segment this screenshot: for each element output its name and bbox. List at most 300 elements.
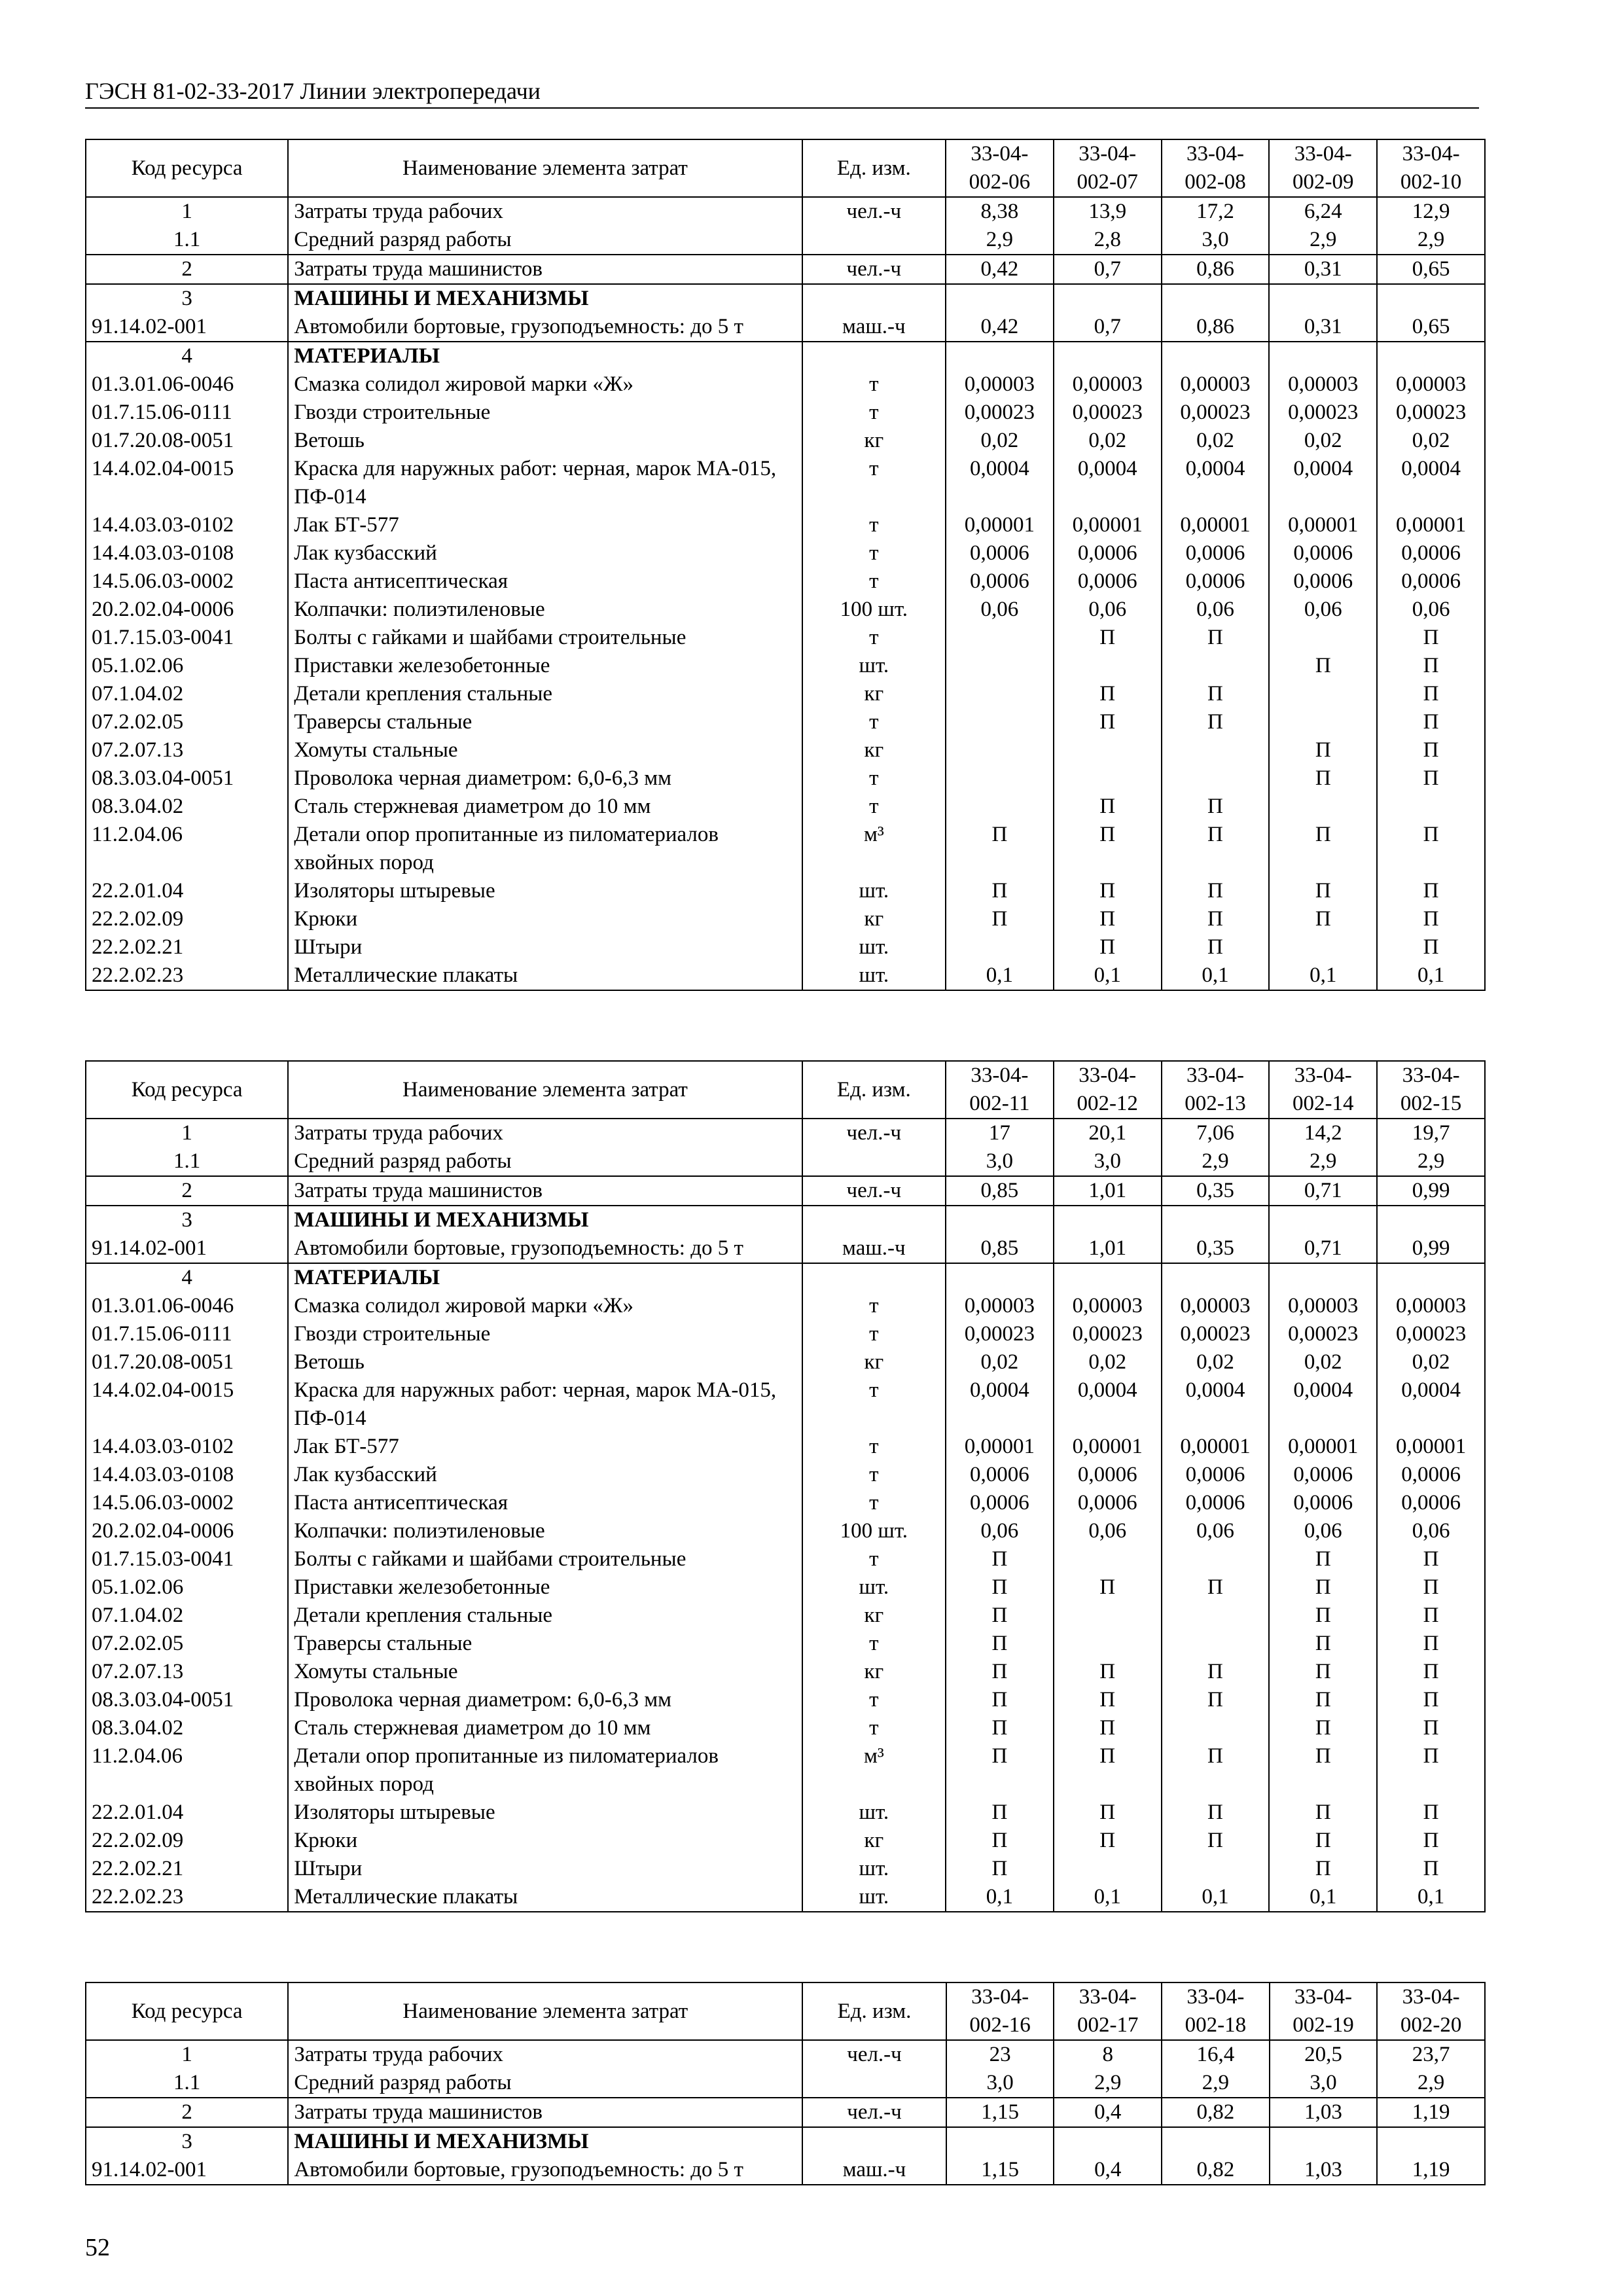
resource-code: 07.2.02.05: [86, 708, 288, 736]
resource-value: 0,06: [1054, 1517, 1162, 1545]
resource-name: Ветошь: [288, 1348, 802, 1376]
resource-name: Паста антисептическая: [288, 567, 802, 596]
table-row: [86, 1489, 1485, 1517]
resource-value: П: [1269, 1545, 1377, 1573]
table-row: [86, 1827, 1485, 1855]
resource-value: П: [1269, 1686, 1377, 1714]
column-header-norm-code: 33-04- 002-07: [1054, 139, 1162, 197]
resource-unit: т: [802, 1630, 946, 1658]
resource-code: 22.2.02.23: [86, 961, 288, 990]
resource-value: П: [1162, 1799, 1270, 1827]
table-row: [86, 2156, 1485, 2185]
resource-name: Хомуты стальные: [288, 1658, 802, 1686]
resource-name: Затраты труда рабочих: [288, 197, 802, 226]
resource-name: Ветошь: [288, 427, 802, 455]
resource-value: П: [1377, 905, 1485, 933]
table-row: [86, 1573, 1485, 1602]
table-row: [86, 567, 1485, 596]
resource-name: Детали опор пропитанные из пиломатериалов хвойных пород: [288, 821, 802, 877]
document-title: ГЭСН 81-02-33-2017 Линии электропередачи: [85, 78, 541, 104]
resource-value: П: [1162, 708, 1270, 736]
resource-value: 0,02: [946, 1348, 1054, 1376]
table-row: [86, 596, 1485, 624]
resource-name: Болты с гайками и шайбами строительные: [288, 1545, 802, 1573]
resource-code: 22.2.02.09: [86, 1827, 288, 1855]
table-row: [86, 1461, 1485, 1489]
resource-value: П: [1054, 708, 1162, 736]
resource-code: 1: [86, 1119, 288, 1147]
resource-code: 2: [86, 1176, 288, 1206]
resource-unit: шт.: [802, 1855, 946, 1883]
resource-value: 0,00001: [1377, 1433, 1485, 1461]
resource-value: [946, 764, 1054, 793]
column-header-norm-code: 33-04- 002-18: [1162, 1982, 1270, 2040]
resource-name: Проволока черная диаметром: 6,0-6,3 мм: [288, 764, 802, 793]
resource-unit: шт.: [802, 1799, 946, 1827]
column-header-norm-code: 33-04- 002-16: [946, 1982, 1054, 2040]
resource-value: 0,00003: [946, 370, 1054, 399]
resource-value: 0,7: [1054, 255, 1162, 284]
resource-code: 08.3.03.04-0051: [86, 1686, 288, 1714]
resource-value: П: [1269, 1855, 1377, 1883]
resource-value: 0,1: [1054, 1883, 1162, 1912]
resource-value: П: [1377, 736, 1485, 764]
resource-value: [946, 680, 1054, 708]
resource-name: Металлические плакаты: [288, 961, 802, 990]
resource-value: 6,24: [1269, 197, 1377, 226]
resource-value: 2,9: [1377, 226, 1485, 255]
resource-value: П: [1054, 821, 1162, 877]
resource-value: П: [1269, 1630, 1377, 1658]
resource-code: 01.7.20.08-0051: [86, 427, 288, 455]
resource-name: МАТЕРИАЛЫ: [288, 342, 802, 370]
resource-value: 0,71: [1269, 1176, 1377, 1206]
page-header: [85, 77, 1479, 109]
resource-code: 4: [86, 1263, 288, 1292]
resource-unit: т: [802, 567, 946, 596]
resource-value: 0,00001: [1269, 511, 1377, 539]
resource-name: Хомуты стальные: [288, 736, 802, 764]
resource-value: П: [1269, 1714, 1377, 1742]
resource-value: 1,03: [1270, 2156, 1378, 2185]
resource-value: 0,0004: [1054, 455, 1162, 511]
resource-value: П: [1377, 708, 1485, 736]
resource-value: П: [1269, 1658, 1377, 1686]
column-header-name: Наименование элемента затрат: [288, 139, 802, 197]
resource-value: 3,0: [1270, 2069, 1378, 2098]
resource-value: 0,1: [946, 961, 1054, 990]
column-header-code: Код ресурса: [86, 1982, 288, 2040]
resource-value: П: [1377, 1827, 1485, 1855]
resource-value: 14,2: [1269, 1119, 1377, 1147]
resource-value: 0,00023: [1377, 1320, 1485, 1348]
table-row: [86, 1742, 1485, 1799]
resource-code: 11.2.04.06: [86, 1742, 288, 1799]
resource-value: 19,7: [1377, 1119, 1485, 1147]
resource-value: П: [1377, 1855, 1485, 1883]
resource-value: [1377, 1206, 1485, 1234]
resource-name: Паста антисептическая: [288, 1489, 802, 1517]
resource-name: Сталь стержневая диаметром до 10 мм: [288, 1714, 802, 1742]
table-row: [86, 2069, 1485, 2098]
column-header-code: Код ресурса: [86, 139, 288, 197]
resource-value: 0,31: [1269, 313, 1377, 342]
resource-unit: т: [802, 511, 946, 539]
resource-name: Краска для наружных работ: черная, марок МА-015, ПФ-014: [288, 1376, 802, 1433]
table-row: [86, 1799, 1485, 1827]
resource-value: 0,00023: [946, 1320, 1054, 1348]
resource-value: П: [1377, 624, 1485, 652]
resource-name: Колпачки: полиэтиленовые: [288, 596, 802, 624]
table-row: [86, 399, 1485, 427]
resource-value: 2,9: [1054, 2069, 1162, 2098]
resource-name: Автомобили бортовые, грузоподъемность: до 5 т: [288, 313, 802, 342]
resource-code: 11.2.04.06: [86, 821, 288, 877]
resource-value: П: [1377, 821, 1485, 877]
resource-name: МАШИНЫ И МЕХАНИЗМЫ: [288, 284, 802, 313]
resource-value: 0,00001: [946, 511, 1054, 539]
resource-value: П: [1162, 680, 1270, 708]
resource-value: [1054, 764, 1162, 793]
table-row: [86, 1348, 1485, 1376]
resource-value: П: [946, 1602, 1054, 1630]
resource-value: 0,0004: [1269, 1376, 1377, 1433]
resource-code: 07.1.04.02: [86, 1602, 288, 1630]
table-row: [86, 1119, 1485, 1147]
resource-value: 0,0006: [946, 567, 1054, 596]
resource-unit: [802, 2127, 946, 2156]
resource-value: 0,71: [1269, 1234, 1377, 1263]
resource-value: П: [946, 905, 1054, 933]
resource-code: 08.3.03.04-0051: [86, 764, 288, 793]
resource-value: 0,00003: [1054, 370, 1162, 399]
resource-unit: шт.: [802, 652, 946, 680]
table-row: [86, 933, 1485, 961]
resource-value: 0,00023: [1054, 1320, 1162, 1348]
resource-value: 0,06: [1269, 1517, 1377, 1545]
resource-value: П: [1377, 652, 1485, 680]
resource-value: П: [1269, 1799, 1377, 1827]
resource-value: 1,15: [946, 2156, 1054, 2185]
table-row: [86, 455, 1485, 511]
table-row: [86, 821, 1485, 877]
resource-value: 0,1: [946, 1883, 1054, 1912]
resource-value: П: [1162, 624, 1270, 652]
resource-code: 01.7.15.06-0111: [86, 1320, 288, 1348]
resource-value: П: [1054, 1742, 1162, 1799]
resource-unit: м³: [802, 821, 946, 877]
resource-value: П: [1162, 933, 1270, 961]
table-row: [86, 313, 1485, 342]
table-row: [86, 1263, 1485, 1292]
resource-value: 0,02: [1269, 427, 1377, 455]
resource-value: 0,99: [1377, 1234, 1485, 1263]
resource-value: 0,02: [1377, 1348, 1485, 1376]
resource-unit: т: [802, 624, 946, 652]
resource-value: 0,06: [946, 596, 1054, 624]
resource-name: Металлические плакаты: [288, 1883, 802, 1912]
table-row: [86, 708, 1485, 736]
table-row: [86, 1517, 1485, 1545]
table-row: [86, 1714, 1485, 1742]
resource-value: [1162, 764, 1270, 793]
resource-value: 0,0006: [1162, 539, 1270, 567]
resource-value: 0,85: [946, 1234, 1054, 1263]
resource-value: 0,0006: [946, 539, 1054, 567]
resource-code: 3: [86, 284, 288, 313]
resource-value: 0,0006: [1269, 567, 1377, 596]
table-row: [86, 197, 1485, 226]
resource-value: 13,9: [1054, 197, 1162, 226]
column-header-norm-code: 33-04- 002-09: [1269, 139, 1377, 197]
resource-unit: маш.-ч: [802, 2156, 946, 2185]
resource-name: Крюки: [288, 905, 802, 933]
resource-unit: шт.: [802, 877, 946, 905]
resource-unit: т: [802, 1292, 946, 1320]
resource-code: 91.14.02-001: [86, 313, 288, 342]
column-header-norm-code: 33-04- 002-11: [946, 1061, 1054, 1119]
resource-value: [1054, 1206, 1162, 1234]
resource-value: П: [1054, 680, 1162, 708]
table-row: [86, 1206, 1485, 1234]
resource-value: [946, 933, 1054, 961]
resource-code: 07.2.07.13: [86, 1658, 288, 1686]
resource-name: Автомобили бортовые, грузоподъемность: до 5 т: [288, 1234, 802, 1263]
resource-value: 0,00003: [1162, 370, 1270, 399]
resource-value: 0,06: [1269, 596, 1377, 624]
resource-value: П: [1377, 1658, 1485, 1686]
resource-value: [1269, 793, 1377, 821]
resource-value: [1054, 1630, 1162, 1658]
resource-value: 3,0: [946, 2069, 1054, 2098]
resource-value: 1,19: [1377, 2098, 1485, 2127]
table-row: [86, 427, 1485, 455]
resource-value: 1,03: [1270, 2098, 1378, 2127]
resource-unit: т: [802, 1714, 946, 1742]
table-row: [86, 226, 1485, 255]
resource-value: [1269, 284, 1377, 313]
resource-value: 0,0004: [1377, 455, 1485, 511]
resource-value: 0,00003: [946, 1292, 1054, 1320]
resource-unit: шт.: [802, 1573, 946, 1602]
resource-unit: маш.-ч: [802, 1234, 946, 1263]
resource-code: 20.2.02.04-0006: [86, 1517, 288, 1545]
resource-code: 22.2.02.23: [86, 1883, 288, 1912]
resource-value: П: [1054, 1714, 1162, 1742]
table-row: [86, 511, 1485, 539]
resource-value: 0,00023: [1054, 399, 1162, 427]
resource-code: 20.2.02.04-0006: [86, 596, 288, 624]
resource-unit: [802, 1147, 946, 1176]
resource-value: П: [1054, 1686, 1162, 1714]
resource-value: П: [1054, 1799, 1162, 1827]
resource-value: 0,0006: [1054, 1461, 1162, 1489]
table-row: [86, 1176, 1485, 1206]
resource-value: [946, 342, 1054, 370]
resource-value: 0,0004: [1269, 455, 1377, 511]
table-row: [86, 255, 1485, 284]
column-header-name: Наименование элемента затрат: [288, 1061, 802, 1119]
resource-value: 0,65: [1377, 313, 1485, 342]
table-row: [86, 1376, 1485, 1433]
resource-value: 0,0004: [946, 455, 1054, 511]
resource-value: 0,00001: [1162, 511, 1270, 539]
resource-code: 1: [86, 197, 288, 226]
resource-value: П: [1377, 1602, 1485, 1630]
resource-name: Затраты труда машинистов: [288, 2098, 802, 2127]
resource-value: 2,9: [1269, 226, 1377, 255]
resource-value: 0,02: [946, 427, 1054, 455]
resource-unit: [802, 2069, 946, 2098]
resource-value: П: [1377, 1799, 1485, 1827]
resource-code: 22.2.02.21: [86, 1855, 288, 1883]
resource-value: [946, 793, 1054, 821]
resource-code: 14.4.03.03-0102: [86, 1433, 288, 1461]
resource-value: П: [1162, 1742, 1270, 1799]
resource-code: 1.1: [86, 2069, 288, 2098]
resource-unit: кг: [802, 736, 946, 764]
resource-value: 0,0006: [1377, 567, 1485, 596]
table-row: [86, 1658, 1485, 1686]
resource-value: [1054, 1263, 1162, 1292]
table-header-row: [86, 1982, 1485, 2040]
table-row: [86, 1545, 1485, 1573]
resource-table-3: [85, 1982, 1486, 2185]
resource-name: МАШИНЫ И МЕХАНИЗМЫ: [288, 1206, 802, 1234]
resource-unit: кг: [802, 905, 946, 933]
resource-value: 0,31: [1269, 255, 1377, 284]
resource-value: 0,00001: [946, 1433, 1054, 1461]
resource-value: П: [1162, 1686, 1270, 1714]
resource-value: [1162, 342, 1270, 370]
resource-value: 0,00003: [1377, 370, 1485, 399]
resource-name: Краска для наружных работ: черная, марок МА-015, ПФ-014: [288, 455, 802, 511]
resource-unit: т: [802, 793, 946, 821]
resource-code: 22.2.01.04: [86, 877, 288, 905]
resource-value: 7,06: [1162, 1119, 1270, 1147]
resource-unit: т: [802, 1461, 946, 1489]
resource-name: Проволока черная диаметром: 6,0-6,3 мм: [288, 1686, 802, 1714]
resource-value: 0,00023: [1377, 399, 1485, 427]
resource-value: 0,35: [1162, 1234, 1270, 1263]
resource-value: 0,0006: [1377, 539, 1485, 567]
resource-value: [1269, 1206, 1377, 1234]
resource-value: 0,4: [1054, 2098, 1162, 2127]
resource-table-2: [85, 1060, 1486, 1912]
resource-value: [1162, 1630, 1270, 1658]
column-header-norm-code: 33-04- 002-14: [1269, 1061, 1377, 1119]
table-row: [86, 1602, 1485, 1630]
resource-value: П: [1269, 764, 1377, 793]
resource-value: [1269, 933, 1377, 961]
resource-value: 0,0006: [1054, 539, 1162, 567]
resource-unit: чел.-ч: [802, 1119, 946, 1147]
column-header-unit: Ед. изм.: [802, 1982, 946, 2040]
resource-name: Колпачки: полиэтиленовые: [288, 1517, 802, 1545]
resource-code: 05.1.02.06: [86, 1573, 288, 1602]
resource-value: 0,42: [946, 255, 1054, 284]
resource-unit: т: [802, 1376, 946, 1433]
table-row: [86, 736, 1485, 764]
resource-value: П: [1269, 1602, 1377, 1630]
resource-value: 0,0004: [1162, 455, 1270, 511]
resource-value: 0,00023: [946, 399, 1054, 427]
resource-value: [1162, 652, 1270, 680]
resource-value: 16,4: [1162, 2040, 1270, 2069]
resource-value: 2,9: [1162, 2069, 1270, 2098]
resource-value: [1269, 708, 1377, 736]
table-row: [86, 877, 1485, 905]
resource-code: 22.2.01.04: [86, 1799, 288, 1827]
resource-value: П: [1377, 877, 1485, 905]
resource-value: 0,02: [1054, 427, 1162, 455]
resource-name: Смазка солидол жировой марки «Ж»: [288, 1292, 802, 1320]
resource-value: 0,00003: [1162, 1292, 1270, 1320]
resource-name: Гвозди строительные: [288, 1320, 802, 1348]
resource-value: 0,02: [1162, 427, 1270, 455]
resource-value: 23: [946, 2040, 1054, 2069]
resource-value: 0,06: [1377, 596, 1485, 624]
resource-value: П: [1377, 1714, 1485, 1742]
resource-value: [1377, 793, 1485, 821]
resource-code: 01.7.15.03-0041: [86, 624, 288, 652]
resource-value: 0,0004: [1162, 1376, 1270, 1433]
resource-value: 0,0006: [1269, 1461, 1377, 1489]
resource-value: П: [946, 1686, 1054, 1714]
resource-unit: чел.-ч: [802, 1176, 946, 1206]
resource-name: Смазка солидол жировой марки «Ж»: [288, 370, 802, 399]
resource-code: 14.5.06.03-0002: [86, 567, 288, 596]
resource-unit: кг: [802, 427, 946, 455]
resource-value: 0,00003: [1269, 1292, 1377, 1320]
resource-value: [1377, 2127, 1485, 2156]
resource-value: [1162, 1206, 1270, 1234]
resource-code: 08.3.04.02: [86, 793, 288, 821]
resource-unit: кг: [802, 1827, 946, 1855]
resource-value: 0,02: [1377, 427, 1485, 455]
table-row: [86, 2040, 1485, 2069]
resource-unit: чел.-ч: [802, 2040, 946, 2069]
resource-unit: т: [802, 455, 946, 511]
resource-name: Лак БТ-577: [288, 1433, 802, 1461]
column-header-norm-code: 33-04- 002-12: [1054, 1061, 1162, 1119]
table-row: [86, 1292, 1485, 1320]
resource-value: 0,0004: [1377, 1376, 1485, 1433]
resource-unit: т: [802, 1433, 946, 1461]
resource-value: [946, 284, 1054, 313]
resource-value: 0,1: [1377, 1883, 1485, 1912]
resource-value: 0,00023: [1162, 399, 1270, 427]
resource-unit: т: [802, 399, 946, 427]
resource-unit: чел.-ч: [802, 255, 946, 284]
resource-value: [1054, 2127, 1162, 2156]
resource-unit: т: [802, 370, 946, 399]
resource-value: 0,0006: [1162, 1489, 1270, 1517]
resource-name: Болты с гайками и шайбами строительные: [288, 624, 802, 652]
resource-name: Изоляторы штыревые: [288, 877, 802, 905]
resource-value: П: [946, 1799, 1054, 1827]
resource-value: П: [1162, 1658, 1270, 1686]
resource-value: 0,06: [946, 1517, 1054, 1545]
resource-value: 0,00003: [1377, 1292, 1485, 1320]
resource-value: 0,0004: [1054, 1376, 1162, 1433]
resource-name: Средний разряд работы: [288, 1147, 802, 1176]
resource-value: П: [1162, 905, 1270, 933]
resource-value: 1,01: [1054, 1234, 1162, 1263]
table-row: [86, 793, 1485, 821]
resource-unit: т: [802, 764, 946, 793]
resource-value: [1270, 2127, 1378, 2156]
